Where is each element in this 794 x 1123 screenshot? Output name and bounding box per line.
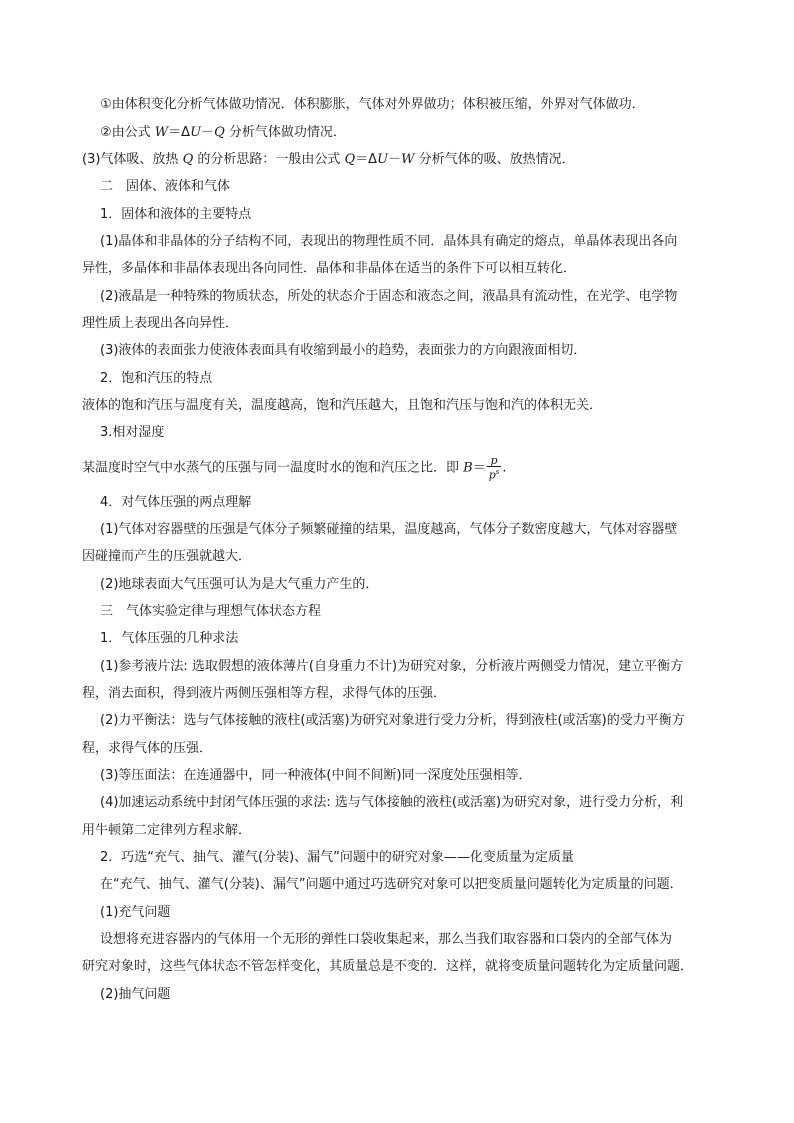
text-segment: ②由公式 [100, 125, 155, 140]
text-segment: 分析气体的吸、放热情况． [414, 152, 575, 167]
symbol-u: U [377, 152, 389, 167]
text-segment: ＝Δ [355, 152, 378, 167]
paragraph-accelerating-system-line2: 用牛顿第二定律列方程求解． [82, 823, 252, 838]
symbol-w: W [154, 125, 169, 140]
text-segment: . [502, 460, 507, 476]
text-segment: 分析气体做功情况． [224, 125, 346, 140]
paragraph-liquid-slice-line1: (1)参考液片法: 选取假想的液体薄片(自身重力不计)为研究对象，分析液片两侧受力情况，建立平衡方 [100, 659, 684, 674]
paragraph-crystal-line1: (1)晶体和非晶体的分子结构不同，表现出的物理性质不同．晶体具有确定的熔点，单晶体表现出各向 [100, 234, 678, 249]
text-segment: (3)气体吸、放热 [82, 152, 183, 167]
superscript-s: s [495, 468, 500, 476]
symbol-w: W [401, 152, 415, 167]
paragraph-pressure-collision-line2: 因碰撞而产生的压强就越大． [82, 549, 252, 564]
paragraph-liquid-slice-line2: 程，消去面积，得到液片两侧压强相等方程，求得气体的压强． [82, 686, 447, 701]
symbol-q: Q [182, 152, 194, 167]
paragraph-variable-mass: 在“充气、抽气、灌气(分装)、漏气”问题中通过巧选研究对象可以把变质量问题转化为定质量的问题． [100, 877, 683, 892]
paragraph-pressure-collision-line1: (1)气体对容器壁的压强是气体分子频繁碰撞的结果，温度越高，气体分子数密度越大，气体对容器壁 [100, 522, 678, 537]
paragraph-saturated-vapor: 液体的饱和汽压与温度有关，温度越高，饱和汽压越大，且饱和汽压与饱和汽的体积无关． [82, 398, 603, 413]
symbol-b: B [463, 460, 473, 476]
paragraph-atmospheric-pressure: (2)地球表面大气压强可认为是大气重力产生的． [100, 577, 379, 592]
paragraph-heat-analysis [82, 151, 707, 169]
text-segment: ＝Δ [168, 125, 191, 140]
fraction-denominator: $p^s$ [488, 468, 500, 482]
subheading-relative-humidity: 3.相对湿度 [100, 425, 165, 440]
subheading-pressure-methods: 1．气体压强的几种求法 [100, 631, 239, 646]
text-segment: － [388, 152, 402, 167]
text-segment: ＝ [472, 460, 486, 476]
text-segment: 的分析思路：一般由公式 [193, 152, 345, 167]
paragraph-inflation-line1: 设想将充进容器内的气体用一个无形的弹性口袋收集起来，那么当我们取容器和口袋内的全部气体为 [100, 932, 673, 947]
paragraph-work-formula [100, 124, 725, 142]
subheading-gas-pressure-understanding: 4．对气体压强的两点理解 [100, 495, 252, 510]
section-heading-solids-liquids-gases: 二 固体、液体和气体 [100, 179, 231, 194]
paragraph-accelerating-system-line1: (4)加速运动系统中封闭气体压强的求法: 选与气体接触的液柱(或活塞)为研究对象，进行受力分析，利 [100, 795, 684, 810]
fraction-numerator: p [487, 455, 502, 467]
paragraph-liquid-crystal-line1: (2)液晶是一种特殊的物质状态，所处的状态介于固态和液态之间，液晶具有流动性，在光学、电学物 [100, 289, 678, 304]
section-heading-gas-laws: 三 气体实验定律与理想气体状态方程 [100, 604, 322, 619]
symbol-q: Q [344, 152, 356, 167]
text-segment: 某温度时空气中水蒸气的压强与同一温度时水的饱和汽压之比．即 [82, 460, 464, 476]
paragraph-crystal-line2: 异性，多晶体和非晶体表现出各向同性．晶体和非晶体在适当的条件下可以相互转化． [82, 261, 577, 276]
symbol-u: U [190, 125, 202, 140]
paragraph-equal-pressure-surface: (3)等压面法：在连通器中，同一种液体(中间不间断)同一深度处压强相等． [100, 768, 532, 783]
paragraph-inflation-line2: 研究对象时，这些气体状态不管怎样变化，其质量总是不变的．这样，就将变质量问题转化为定质量问题． [82, 959, 694, 974]
paragraph-force-balance-line1: (2)力平衡法：选与气体接触的液柱(或活塞)为研究对象进行受力分析，得到液柱(或活塞)的受力平衡方 [100, 713, 685, 728]
subheading-inflation: (1)充气问题 [100, 905, 171, 920]
symbol-q: Q [214, 125, 225, 140]
paragraph-relative-humidity [82, 455, 707, 481]
fraction-p-over-ps [487, 455, 502, 481]
paragraph-surface-tension: (3)液体的表面张力使液体表面具有收缩到最小的趋势，表面张力的方向跟液面相切． [100, 343, 587, 358]
subheading-extraction: (2)抽气问题 [100, 987, 171, 1002]
subheading-solid-liquid-features: 1．固体和液体的主要特点 [100, 207, 252, 222]
subheading-saturated-vapor: 2．饱和汽压的特点 [100, 371, 213, 386]
paragraph-liquid-crystal-line2: 理性质上表现出各向异性． [82, 316, 239, 331]
subheading-variable-mass: 2．巧选“充气、抽气、灌气(分装)、漏气”问题中的研究对象——化变质量为定质量 [100, 850, 574, 865]
text-segment: － [201, 125, 215, 140]
paragraph-force-balance-line2: 程，求得气体的压强． [82, 741, 213, 756]
paragraph-work-volume: ①由体积变化分析气体做功情况．体积膨胀，气体对外界做功；体积被压缩，外界对气体做功． [100, 97, 645, 112]
